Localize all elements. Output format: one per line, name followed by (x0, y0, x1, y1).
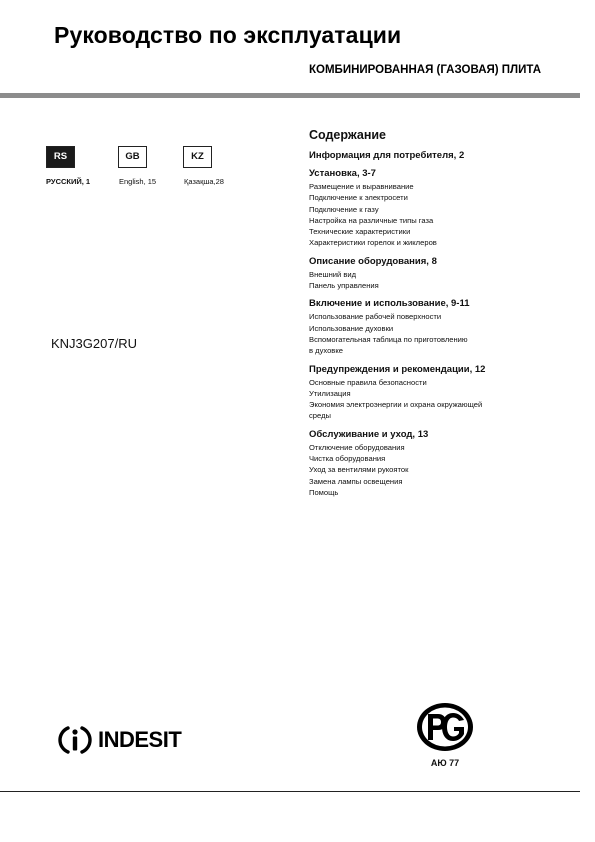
indesit-logo-icon (58, 723, 92, 757)
table-of-contents (309, 128, 549, 498)
page-title: Руководство по эксплуатации (54, 22, 402, 48)
header-divider (0, 93, 580, 98)
toc-section-heading[interactable]: Описание оборудования, 8 (309, 255, 437, 267)
toc-item[interactable]: Экономия электроэнергии и охрана окружающей (309, 400, 483, 410)
lang-label-rs[interactable]: РУССКИЙ, 1 (46, 177, 91, 186)
toc-title: Содержание (309, 128, 387, 142)
toc-item[interactable]: Основные правила безопасности (309, 377, 427, 387)
toc-item[interactable]: Настройка на различные типы газа (309, 215, 434, 225)
lang-code-kz: KZ (191, 151, 204, 162)
toc-item[interactable]: Размещение и выравнивание (309, 182, 414, 191)
toc-section-heading[interactable]: Обслуживание и уход, 13 (309, 428, 429, 440)
certification-code: АЮ 77 (430, 758, 460, 768)
model-number: KNJ3G207/RU (51, 336, 137, 351)
toc-item[interactable]: Чистка оборудования (309, 454, 386, 464)
toc-item[interactable]: в духовке (309, 346, 343, 356)
toc-item[interactable]: Утилизация (309, 388, 351, 398)
lang-box-kz[interactable] (183, 146, 212, 168)
toc-item[interactable]: среды (309, 411, 331, 421)
product-type: КОМБИНИРОВАННАЯ (ГАЗОВАЯ) ПЛИТА (309, 64, 541, 76)
footer-divider (0, 791, 580, 792)
lang-box-rs[interactable] (46, 146, 75, 168)
toc-item[interactable]: Помощь (309, 487, 339, 497)
toc-item[interactable]: Замена лампы освещения (309, 476, 403, 486)
toc-item[interactable]: Уход за вентилями рукояток (309, 465, 409, 475)
toc-item[interactable]: Использование духовки (309, 323, 394, 333)
rst-certification-icon (412, 700, 478, 756)
lang-label-gb[interactable]: English, 15 (119, 177, 157, 186)
toc-item[interactable]: Использование рабочей поверхности (309, 312, 442, 322)
lang-label-kz[interactable]: Қазақша,28 (184, 177, 224, 186)
brand-logo (58, 723, 181, 757)
toc-item[interactable]: Характеристики горелок и жиклеров (309, 238, 437, 248)
toc-item[interactable]: Подключение к газу (309, 204, 379, 214)
toc-section-heading[interactable]: Включение и использование, 9-11 (309, 298, 470, 310)
toc-item[interactable]: Отключение оборудования (309, 442, 405, 452)
toc-item[interactable]: Вспомогательная таблица по приготовлению (309, 334, 468, 344)
toc-section-heading[interactable]: Информация для потребителя, 2 (309, 150, 465, 161)
lang-code-rs: RS (53, 151, 68, 162)
toc-item[interactable]: Подключение к электросети (309, 193, 408, 203)
lang-box-gb[interactable] (118, 146, 147, 168)
toc-item[interactable]: Внешний вид (309, 269, 357, 279)
brand-name: INDESIT (98, 727, 182, 752)
toc-section-heading[interactable]: Предупреждения и рекомендации, 12 (309, 363, 486, 375)
certification-mark (412, 700, 478, 768)
toc-section-heading[interactable]: Установка, 3-7 (309, 168, 376, 179)
toc-item[interactable]: Технические характеристики (309, 227, 411, 237)
lang-code-gb: GB (125, 151, 140, 162)
toc-item[interactable]: Панель управления (309, 281, 379, 291)
